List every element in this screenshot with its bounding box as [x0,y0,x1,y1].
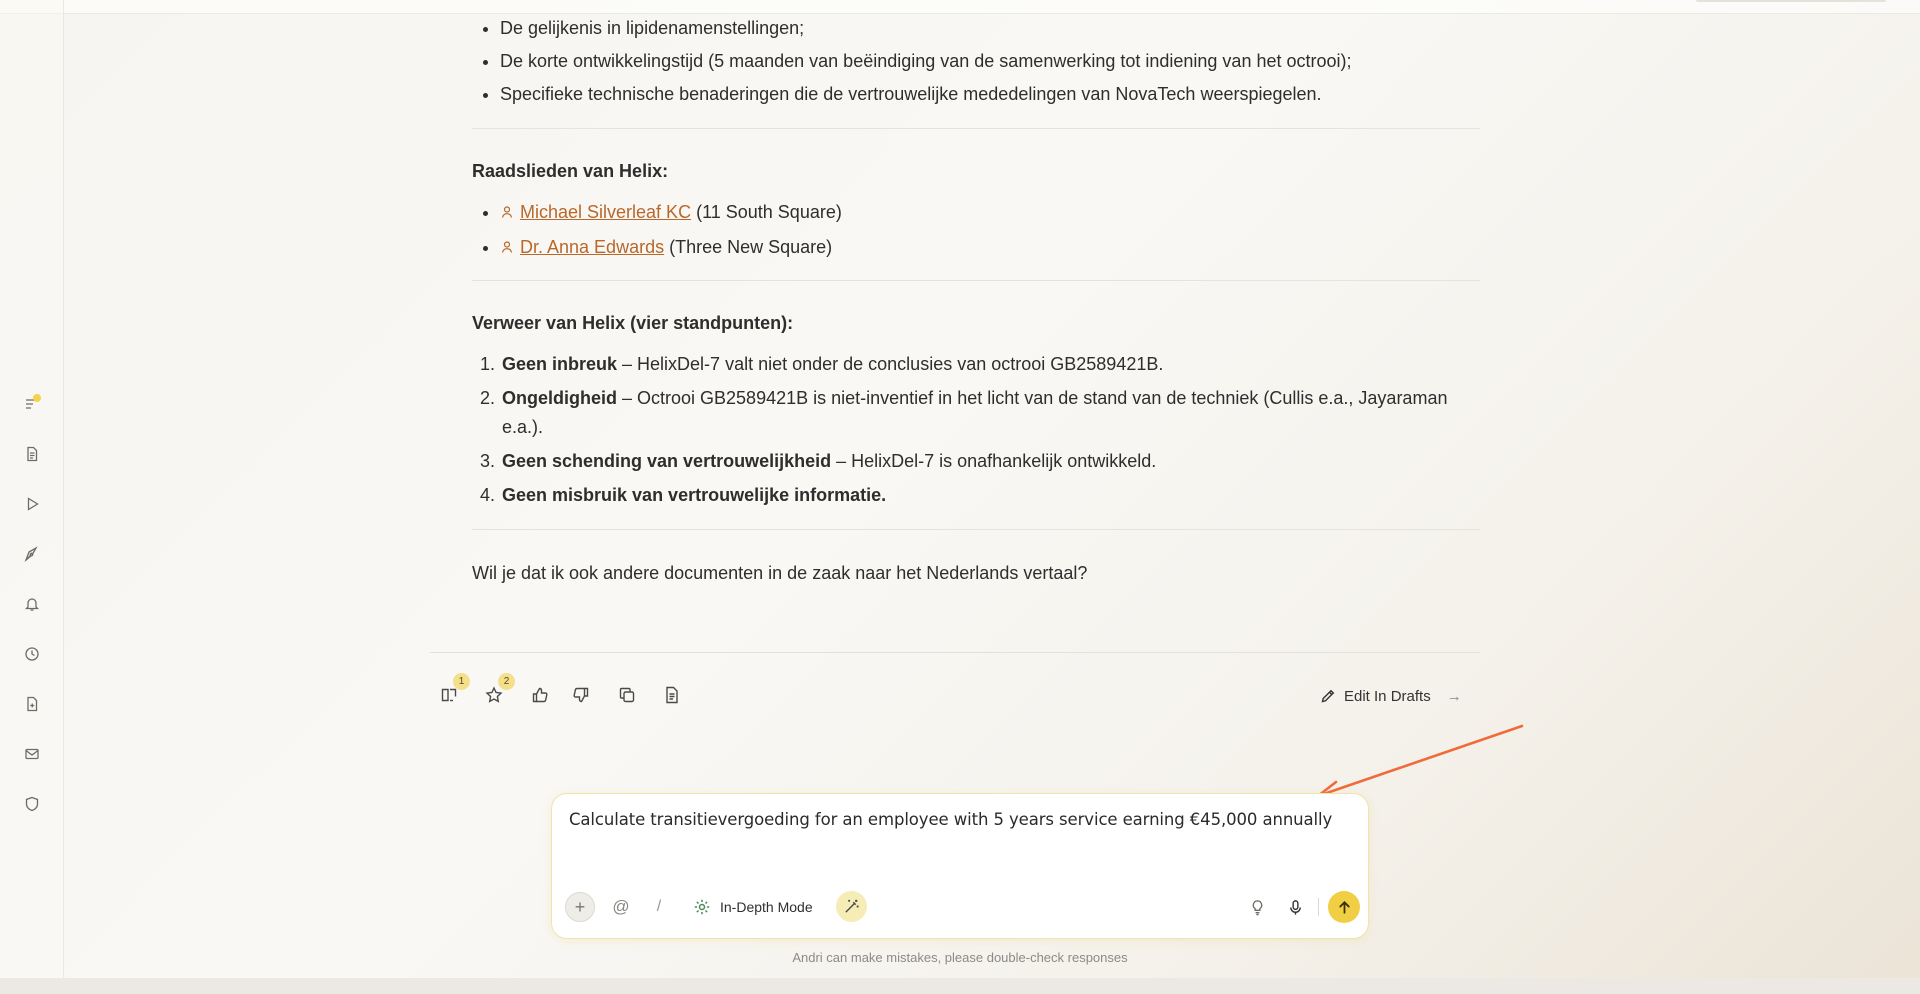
assistant-message [472,14,1480,588]
send-button[interactable] [1328,891,1360,923]
slash-command-button[interactable]: / [656,898,662,915]
add-attachment-button[interactable]: + [565,892,595,922]
pen-tool-icon[interactable] [20,542,44,566]
file-plus-icon[interactable] [20,692,44,716]
closing-question: Wil je dat ik ook andere documenten in de zaak naar het Nederlands vertaal? [472,563,1088,583]
arrow-up-icon [1336,899,1353,916]
pencil-icon [1320,688,1336,704]
copy-icon[interactable] [614,682,640,708]
defence-text: – HelixDel-7 valt niet onder de conclusies van octrooi GB2589421B. [617,354,1164,374]
defence-list [472,350,1480,510]
divider [472,529,1480,530]
sources-icon[interactable] [436,676,465,708]
list-item [500,447,1480,476]
notification-dot [33,394,41,402]
thumbs-up-icon[interactable] [527,682,553,708]
top-bar-chip [1696,0,1886,2]
arrow-right-icon: → [1446,687,1462,705]
list-item: • De gelijkenis in lipidenamenstellingen; [500,14,1480,43]
counsel-list [472,198,1480,262]
list-item: • Specifieke technische benaderingen die de vertrouwelijke mededelingen van NovaTech weerspiegelen. [500,80,1480,109]
star-icon[interactable] [481,676,510,708]
disclaimer-text: Andri can make mistakes, please double-check responses [792,950,1128,965]
defence-bold: Geen inbreuk [502,354,618,374]
sources-badge: 1 [453,673,470,690]
defence-text: – HelixDel-7 is onafhankelijk ontwikkeld. [831,451,1157,471]
thumbs-down-icon[interactable] [568,682,594,708]
defence-heading: Verweer van Helix (vier standpunten): [472,313,794,333]
chat-composer[interactable] [551,793,1369,939]
lightbulb-icon [1249,899,1266,916]
defence-bold: Geen schending van vertrouwelijkheid [502,451,832,471]
edit-in-drafts-button[interactable] [1320,684,1462,708]
list-item [500,481,1480,510]
edit-in-drafts-label: Edit In Drafts [1344,687,1431,705]
suggestions-button[interactable] [1245,894,1269,920]
outline-icon[interactable] [20,392,44,416]
clock-icon[interactable] [20,642,44,666]
counsel-link[interactable]: Michael Silverleaf KC [520,202,692,222]
top-bar [0,0,1920,14]
counsel-link[interactable]: Dr. Anna Edwards [520,237,665,257]
shield-icon[interactable] [20,792,44,816]
document-icon[interactable] [20,442,44,466]
counsel-item [500,233,1480,262]
bottom-band [0,978,1920,994]
divider [472,280,1480,281]
play-icon[interactable] [20,492,44,516]
person-icon [500,205,514,219]
in-depth-mode-label: In-Depth Mode [720,899,813,915]
counsel-chambers: (Three New Square) [669,237,833,257]
bell-icon[interactable] [20,592,44,616]
composer-divider [1318,898,1319,916]
microphone-icon [1287,899,1304,916]
magic-wand-icon [843,898,860,915]
microphone-button[interactable] [1283,894,1307,920]
sidebar-rail [0,0,64,994]
magic-wand-button[interactable] [836,891,867,922]
counsel-item [500,198,1480,227]
mail-icon[interactable] [20,742,44,766]
list-item: • De korte ontwikkelingstijd (5 maanden van beëindiging van de samenwerking tot indiening van het octrooi); [500,47,1480,76]
counsel-chambers: (11 South Square) [696,202,842,222]
message-toolbar-divider [430,652,1480,653]
divider [472,128,1480,129]
defence-bold: Geen misbruik van vertrouwelijke informatie. [502,485,887,505]
intro-bullet-list [472,14,1480,109]
list-item [500,384,1480,442]
annotation-arrow-icon [1310,720,1530,800]
defence-text: – Octrooi GB2589421B is niet-inventief in het licht van de stand van de techniek (Cullis e.a., Jayaraman e.a.). [502,388,1448,437]
person-icon [500,240,514,254]
favorites-badge: 2 [498,673,515,690]
gear-icon [693,898,711,916]
counsel-heading: Raadslieden van Helix: [472,161,669,181]
message-input[interactable]: Calculate transitievergoeding for an employee with 5 years service earning €45,000 annually [569,810,1333,829]
in-depth-mode-toggle[interactable] [693,892,813,922]
defence-bold: Ongeldigheid [502,388,617,408]
list-item [500,350,1480,379]
mention-button[interactable]: @ [612,897,630,916]
document-export-icon[interactable] [659,682,685,708]
